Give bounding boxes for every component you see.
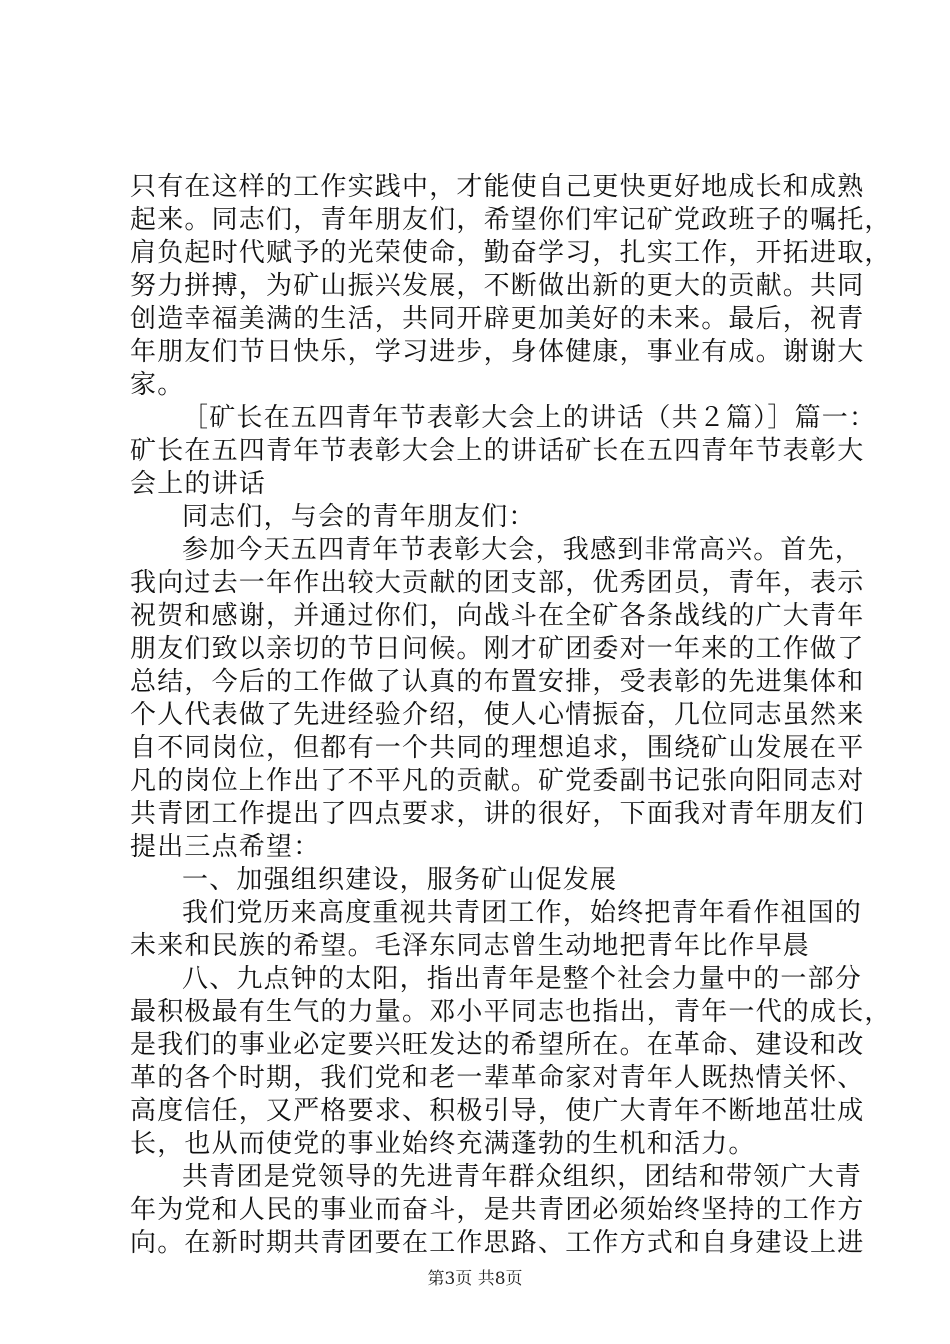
text-line: 朋友们致以亲切的节日问候。刚才矿团委对一年来的工作做了: [130, 634, 865, 664]
text-line: 创造幸福美满的生活，共同开辟更加美好的未来。最后，祝青: [130, 304, 865, 334]
text-line: 是我们的事业必定要兴旺发达的希望所在。在革命、建设和改: [130, 1030, 865, 1060]
paragraph-start-line: 共青团是党领导的先进青年群众组织，团结和带领广大青: [182, 1162, 863, 1192]
text-line: 努力拼搏，为矿山振兴发展，不断做出新的更大的贡献。共同: [130, 271, 865, 301]
text-line: 长，也从而使党的事业始终充满蓬勃的生机和活力。: [130, 1129, 756, 1159]
paragraph-start-line: 我们党历来高度重视共青团工作，始终把青年看作祖国的: [182, 898, 863, 928]
text-line: 凡的岗位上作出了不平凡的贡献。矿党委副书记张向阳同志对: [130, 766, 865, 796]
text-line: 自不同岗位，但都有一个共同的理想追求，围绕矿山发展在平: [130, 733, 865, 763]
text-line: 未来和民族的希望。毛泽东同志曾生动地把青年比作早晨: [130, 931, 811, 961]
text-line: 祝贺和感谢，并通过你们，向战斗在全矿各条战线的广大青年: [130, 601, 865, 631]
page-number-footer: 第3页 共8页: [427, 1269, 523, 1289]
paragraph-start-line: 八、九点钟的太阳，指出青年是整个社会力量中的一部分: [182, 964, 863, 994]
text-line: 只有在这样的工作实践中，才能使自己更快更好地成长和成熟: [130, 172, 865, 202]
salutation-line: 同志们，与会的青年朋友们：: [182, 502, 536, 532]
text-line: 我向过去一年作出较大贡献的团支部，优秀团员，青年，表示: [130, 568, 865, 598]
text-line: 革的各个时期，我们党和老一辈革命家对青年人既热情关怀、: [130, 1063, 865, 1093]
text-line: 年为党和人民的事业而奋斗，是共青团必须始终坚持的工作方: [130, 1195, 865, 1225]
text-line: 肩负起时代赋予的光荣使命，勤奋学习，扎实工作，开拓进取，: [130, 238, 892, 268]
text-line: 提出三点希望：: [130, 832, 321, 862]
text-line: 最积极最有生气的力量。邓小平同志也指出，青年一代的成长，: [130, 997, 892, 1027]
paragraph-start-line: 参加今天五四青年节表彰大会，我感到非常高兴。首先，: [182, 535, 863, 565]
text-line: 向。在新时期共青团要在工作思路、工作方式和自身建设上进: [130, 1228, 865, 1258]
text-line: 起来。同志们，青年朋友们，希望你们牢记矿党政班子的嘱托，: [130, 205, 892, 235]
text-line: 家。: [130, 370, 185, 400]
text-line: 高度信任，又严格要求、积极引导，使广大青年不断地茁壮成: [130, 1096, 865, 1126]
text-line: 矿长在五四青年节表彰大会上的讲话矿长在五四青年节表彰大: [130, 436, 865, 466]
text-line: 年朋友们节日快乐，学习进步，身体健康，事业有成。谢谢大: [130, 337, 865, 367]
subheading-line: 一、加强组织建设，服务矿山促发展: [182, 865, 618, 895]
text-line: 共青团工作提出了四点要求，讲的很好，下面我对青年朋友们: [130, 799, 865, 829]
text-line: 会上的讲话: [130, 469, 267, 499]
text-line: 个人代表做了先进经验介绍，使人心情振奋，几位同志虽然来: [130, 700, 865, 730]
section-heading-line: ［矿长在五四青年节表彰大会上的讲话（共２篇）］篇一：: [182, 403, 877, 433]
text-line: 总结，今后的工作做了认真的布置安排，受表彰的先进集体和: [130, 667, 865, 697]
